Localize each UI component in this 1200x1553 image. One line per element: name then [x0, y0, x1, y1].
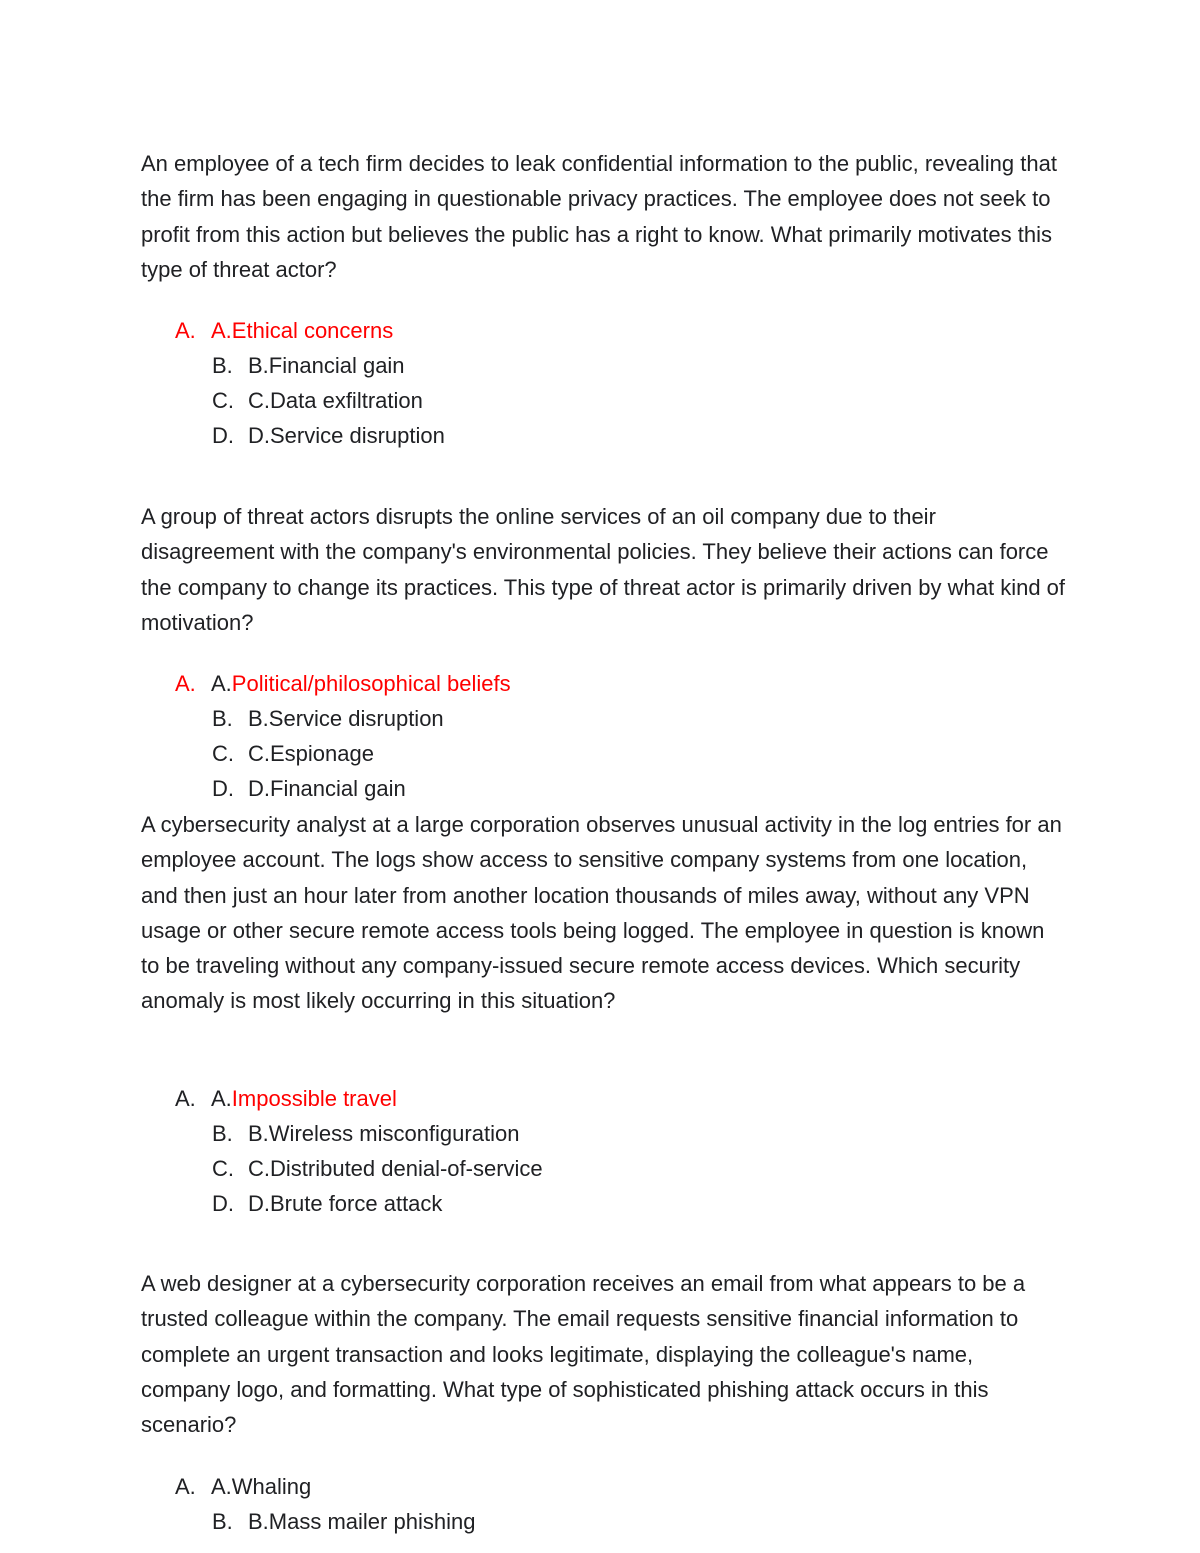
option-prefix: D. [248, 776, 270, 801]
question-2-option-c [212, 739, 374, 769]
option-prefix: D. [248, 1191, 270, 1216]
option-letter: C. [212, 741, 234, 766]
option-letter: B. [212, 1121, 233, 1146]
option-label: Ethical concerns [231, 318, 394, 343]
option-label: Wireless misconfiguration [268, 1121, 520, 1146]
option-letter: A. [175, 1474, 196, 1499]
option-prefix: A. [211, 671, 232, 696]
option-label: Espionage [270, 741, 374, 766]
option-label: Data exfiltration [270, 388, 423, 413]
option-label: Distributed denial-of-service [270, 1156, 543, 1181]
question-2-option-b [212, 704, 444, 734]
option-letter: D. [212, 423, 234, 448]
option-letter: B. [212, 1509, 233, 1534]
option-label: Whaling [231, 1474, 312, 1499]
question-2-text: A group of threat actors disrupts the online services of an oil company due to their disagreement with the company's environmental policies. They believe their actions can force the company to change its practices. This type of threat actor is primarily driven by what kind of motivation? [141, 504, 1066, 635]
question-1-option-c [212, 386, 423, 416]
option-letter: C. [212, 388, 234, 413]
option-prefix: B. [248, 1121, 269, 1146]
option-letter: B. [212, 706, 233, 731]
option-letter: C. [212, 1156, 234, 1181]
option-letter: D. [212, 776, 234, 801]
option-label: Financial gain [268, 353, 405, 378]
option-letter: A. [175, 318, 196, 343]
option-prefix: C. [248, 741, 270, 766]
option-prefix: A. [211, 1086, 232, 1111]
question-3-option-b [212, 1119, 520, 1149]
question-4-text: A web designer at a cybersecurity corporation receives an email from what appears to be a trusted colleague within the company. The email requests sensitive financial information to complete an urgent transaction and looks legitimate, displaying the colleague's name, company logo, and formatting. What type of sophisticated phishing attack occurs in this scenario? [141, 1271, 1026, 1438]
question-4-option-b [212, 1507, 476, 1537]
question-1-option-a [175, 316, 394, 346]
option-label: Brute force attack [270, 1191, 443, 1216]
option-prefix: B. [248, 1509, 269, 1534]
option-prefix: C. [248, 388, 270, 413]
option-prefix: D. [248, 423, 270, 448]
question-2-option-a [175, 669, 511, 699]
option-label: Financial gain [270, 776, 406, 801]
option-label: Political/philosophical beliefs [231, 671, 511, 696]
option-prefix: C. [248, 1156, 270, 1181]
option-prefix: B. [248, 353, 269, 378]
option-label: Service disruption [270, 423, 445, 448]
option-letter: B. [212, 353, 233, 378]
question-4-option-a [175, 1472, 312, 1502]
option-letter: A. [175, 1086, 196, 1111]
option-label: Mass mailer phishing [268, 1509, 476, 1534]
option-label: Service disruption [268, 706, 444, 731]
question-1-option-d [212, 421, 445, 451]
option-letter: D. [212, 1191, 234, 1216]
option-prefix: A. [211, 1474, 232, 1499]
question-1-option-b [212, 351, 405, 381]
question-2-option-d [212, 774, 406, 804]
option-label: Impossible travel [231, 1086, 397, 1111]
question-3-text: A cybersecurity analyst at a large corporation observes unusual activity in the log entries for an employee account. The logs show access to sensitive company systems from one location, and then just an hour later from another location thousands of miles away, without any VPN usage or other secure remote access tools being logged. The employee in question is known to be traveling without any company-issued secure remote access devices. Which security anomaly is most likely occurring in this situation? [141, 812, 1062, 1014]
option-prefix: B. [248, 706, 269, 731]
option-letter: A. [175, 671, 196, 696]
option-prefix: A. [211, 318, 232, 343]
question-3-option-a [175, 1084, 397, 1114]
question-3-option-c [212, 1154, 543, 1184]
question-1-text: An employee of a tech firm decides to leak confidential information to the public, revealing that the firm has been engaging in questionable privacy practices. The employee does not seek to profit from this action but believes the public has a right to know. What primarily motivates this type of threat actor? [141, 151, 1057, 282]
question-3-option-d [212, 1189, 443, 1219]
